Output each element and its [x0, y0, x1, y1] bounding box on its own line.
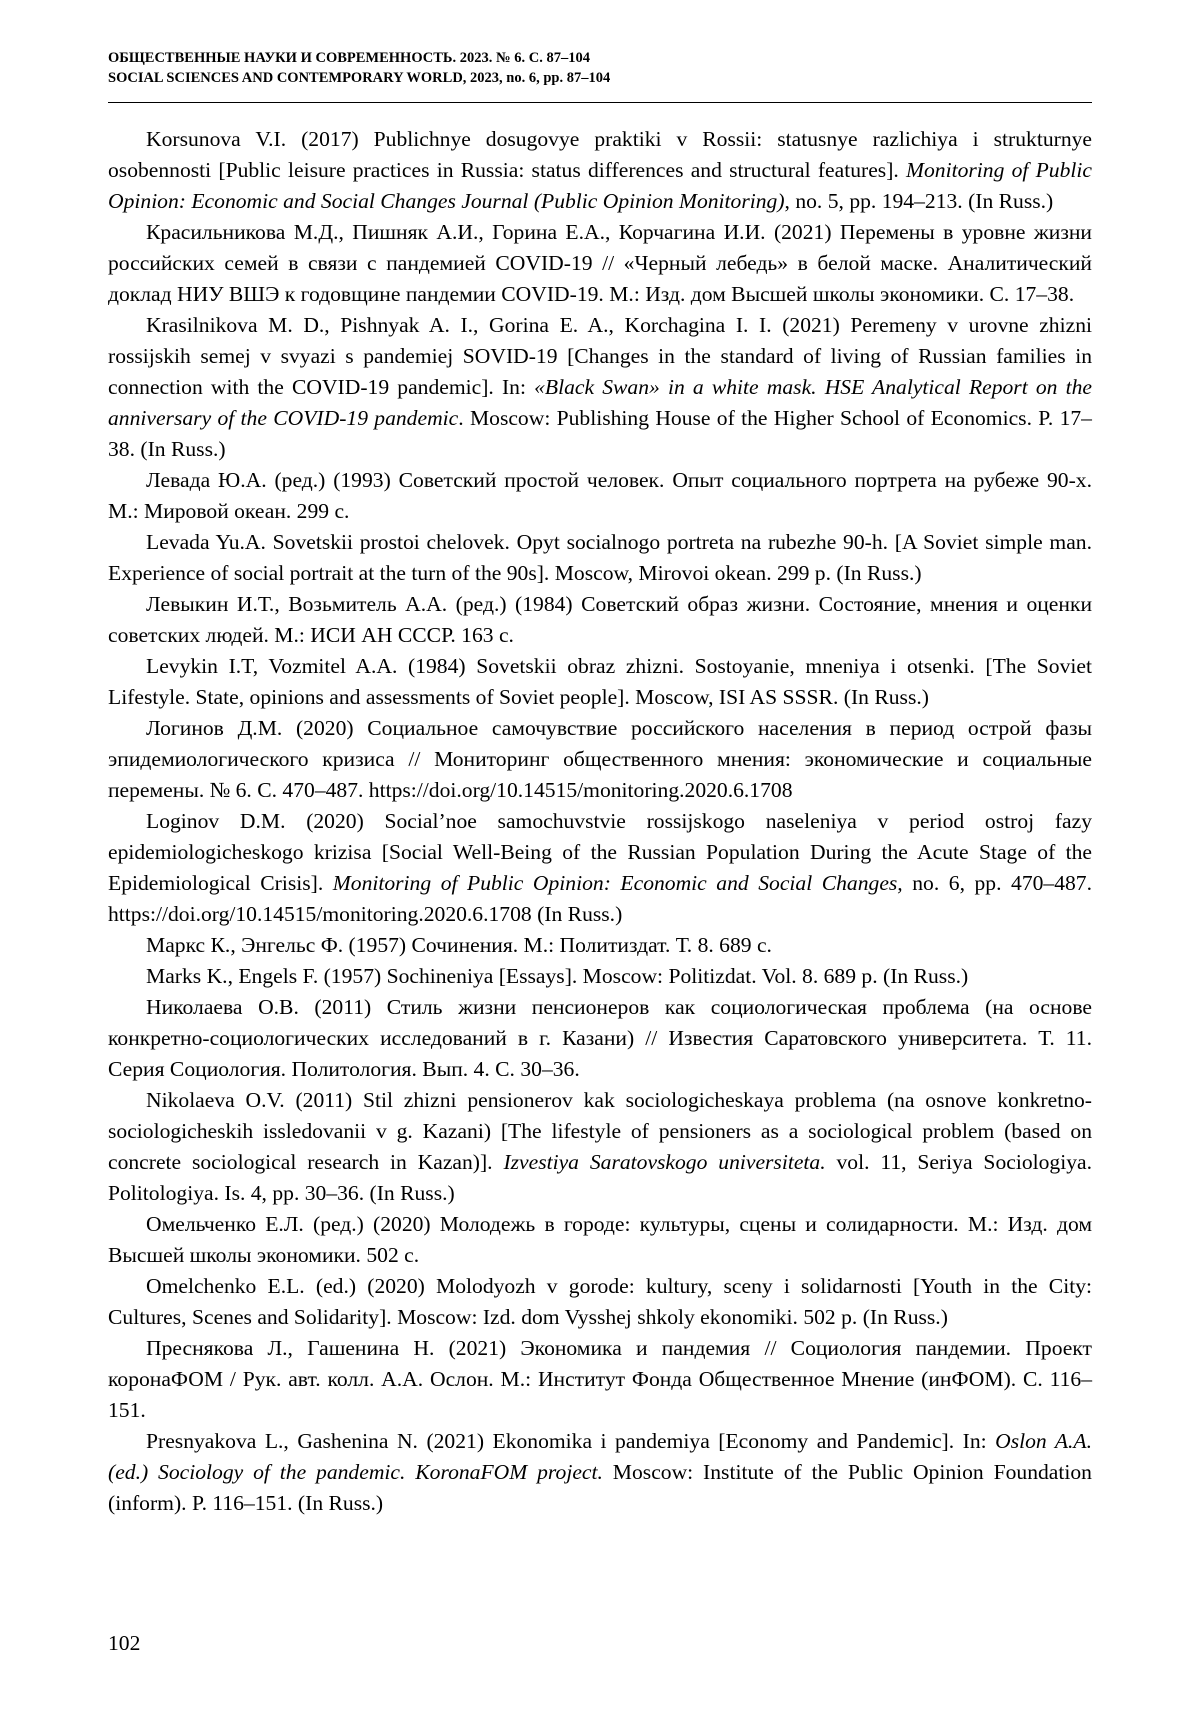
- reference-krasilnikova-en: Krasilnikova M. D., Pishnyak A. I., Gorina E. A., Korchagina I. I. (2021) Peremeny v urovne zhizni rossijskih semej v svyazi s pandemiej SOVID-19 [Changes in the standard of living of Russian families in connection with the COVID-19 pandemic]. In: «Black Swan» in a white mask. HSE Analytical Report on the anniversary of the COVID-19 pandemic. Moscow: Publishing House of the Higher School of Economics. P. 17–38. (In Russ.): [108, 313, 1092, 461]
- reference-loginov-en: Loginov D.M. (2020) Social’noe samochuvstvie rossijskogo naseleniya v period ostroj fazy epidemiologicheskogo krizisa [Social Well-Being of the Russian Population During the Acute Stage of the Epidemiological Crisis]. Monitoring of Public Opinion: Economic and Social Changes, no. 6, pp. 470–487. https://doi.org/10.14515/monitoring.2020.6.1708 (In Russ.): [108, 809, 1093, 926]
- reference-nikolaeva-en: Nikolaeva O.V. (2011) Stil zhizni pensionerov kak sociologicheskaya problema (na osnove konkretno-sociologicheskih issledovanii v g. Kazani) [The lifestyle of pensioners as a sociological problem (based on concrete sociological research in Kazan)]. Izvestiya Saratovskogo universiteta. vol. 11, Seriya Sociologiya. Politologiya. Is. 4, pp. 30–36. (In Russ.): [108, 1088, 1092, 1205]
- reference-levada-ru: Левада Ю.А. (ред.) (1993) Советский простой человек. Опыт социального портрета на рубеже 90-х. М.: Мировой океан. 299 с.: [108, 468, 1092, 523]
- reference-levada-en: Levada Yu.A. Sovetskii prostoi chelovek. Opyt socialnogo portreta na rubezhe 90-h. [A Soviet simple man. Experience of social portrait at the turn of the 90s]. Moscow, Mirovoi okean. 299 p. (In Russ.): [108, 530, 1092, 585]
- reference-levykin-ru: Левыкин И.Т., Возьмитель А.А. (ред.) (1984) Советский образ жизни. Состояние, мнения и оценки советских людей. М.: ИСИ АН СССР. 163 с.: [108, 592, 1092, 647]
- reference-list: [108, 124, 1092, 1519]
- reference-korsunova-en: Korsunova V.I. (2017) Publichnye dosugovye praktiki v Rossii: statusnye razlichiya i strukturnye osobennosti [Public leisure practices in Russia: status differences and structural features]. Monitoring of Public Opinion: Economic and Social Changes Journal (Public Opinion Monitoring), no. 5, pp. 194–213. (In Russ.): [108, 127, 1092, 213]
- reference-loginov-ru: Логинов Д.М. (2020) Социальное самочувствие российского населения в период острой фазы эпидемиологического кризиса // Мониторинг общественного мнения: экономические и социальные перемены. № 6. С. 470–487. https://doi.org/10.14515/monitoring.2020.6.1708: [108, 716, 1092, 802]
- running-head: [108, 48, 1092, 88]
- reference-omelchenko-ru: Омельченко Е.Л. (ред.) (2020) Молодежь в городе: культуры, сцены и солидарности. М.: Изд. дом Высшей школы экономики. 502 с.: [108, 1212, 1092, 1267]
- reference-omelchenko-en: Omelchenko E.L. (ed.) (2020) Molodyozh v gorode: kultury, sceny i solidarnosti [Youth in the City: Cultures, Scenes and Solidarity]. Moscow: Izd. dom Vysshej shkoly ekonomiki. 502 p. (In Russ.): [108, 1274, 1092, 1329]
- reference-nikolaeva-ru: Николаева О.В. (2011) Стиль жизни пенсионеров как социологическая проблема (на основе конкретно-социологических исследований в г. Казани) // Известия Саратовского университета. Т. 11. Серия Социология. Политология. Вып. 4. С. 30–36.: [108, 995, 1092, 1081]
- reference-krasilnikova-ru: Красильникова М.Д., Пишняк А.И., Горина Е.А., Корчагина И.И. (2021) Перемены в уровне жизни российских семей в связи с пандемией COVID-19 // «Черный лебедь» в белой маске. Аналитический доклад НИУ ВШЭ к годовщине пандемии COVID-19. М.: Изд. дом Высшей школы экономики. С. 17–38.: [108, 220, 1092, 306]
- journal-title-en: SOCIAL SCIENCES AND CONTEMPORARY WORLD, 2023, no. 6, pp. 87–104: [108, 70, 611, 86]
- reference-presnyakova-ru: Преснякова Л., Гашенина Н. (2021) Экономика и пандемия // Социология пандемии. Проект коронаФОМ / Рук. авт. колл. А.А. Ослон. М.: Институт Фонда Общественное Мнение (инФОМ). С. 116–151.: [108, 1336, 1092, 1422]
- page-number: 102: [108, 1631, 141, 1655]
- header-rule: [108, 102, 1092, 103]
- reference-marx-en: Marks K., Engels F. (1957) Sochineniya [Essays]. Moscow: Politizdat. Vol. 8. 689 p. (In Russ.): [146, 964, 969, 988]
- reference-levykin-en: Levykin I.T, Vozmitel A.A. (1984) Sovetskii obraz zhizni. Sostoyanie, mneniya i otsenki. [The Soviet Lifestyle. State, opinions and assessments of Soviet people]. Moscow, ISI AS SSSR. (In Russ.): [108, 654, 1092, 709]
- reference-presnyakova-en: Presnyakova L., Gashenina N. (2021) Ekonomika i pandemiya [Economy and Pandemic]. In: Oslon A.A. (ed.) Sociology of the pandemic. KoronaFOM project. Moscow: Institute of the Public Opinion Foundation (inform). P. 116–151. (In Russ.): [108, 1429, 1092, 1515]
- journal-title-ru: ОБЩЕСТВЕННЫЕ НАУКИ И СОВРЕМЕННОСТЬ. 2023. № 6. С. 87–104: [108, 50, 590, 66]
- reference-marx-ru: Маркс К., Энгельс Ф. (1957) Сочинения. М.: Политиздат. Т. 8. 689 с.: [146, 933, 772, 957]
